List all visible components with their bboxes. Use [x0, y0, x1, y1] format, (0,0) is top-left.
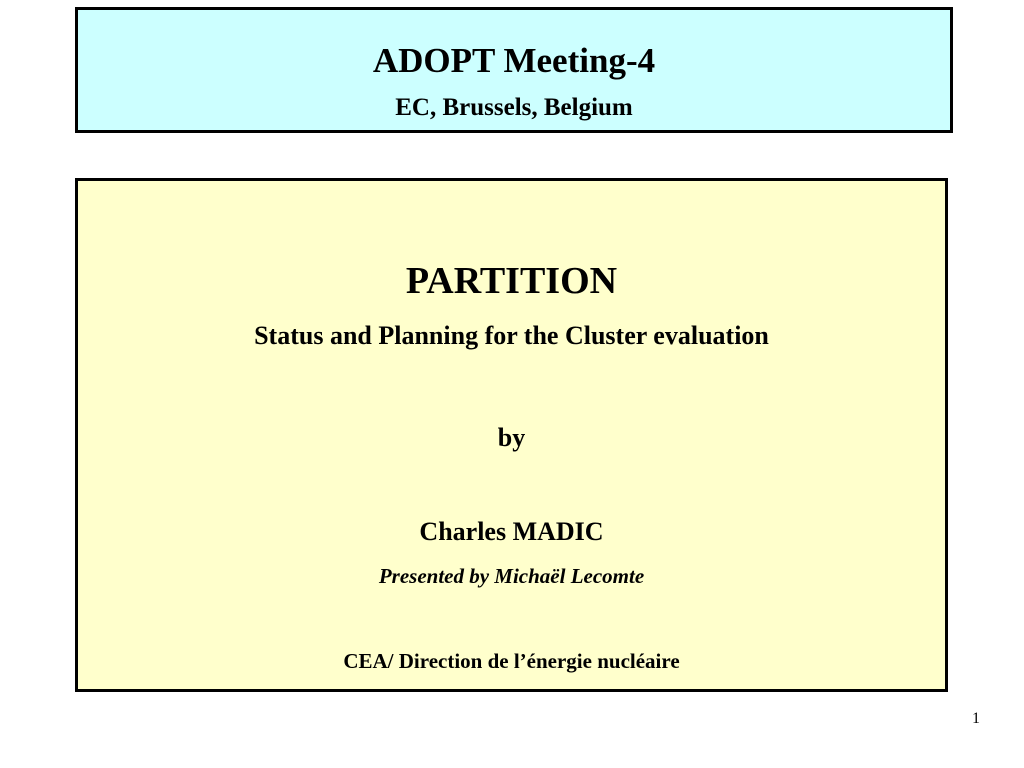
header-box — [75, 7, 953, 133]
presentation-subtitle: Status and Planning for the Cluster evaluation — [254, 321, 769, 350]
meeting-location: EC, Brussels, Belgium — [395, 94, 633, 121]
presentation-title: PARTITION — [405, 260, 618, 302]
presenter-name: Presented by Michaël Lecomte — [378, 564, 645, 588]
page-number: 1 — [972, 710, 980, 727]
meeting-title: ADOPT Meeting-4 — [372, 41, 656, 80]
affiliation: CEA/ Direction de l’énergie nucléaire — [343, 649, 680, 673]
by-label: by — [497, 423, 526, 452]
main-content-box — [75, 178, 948, 692]
author-name: Charles MADIC — [419, 517, 604, 546]
